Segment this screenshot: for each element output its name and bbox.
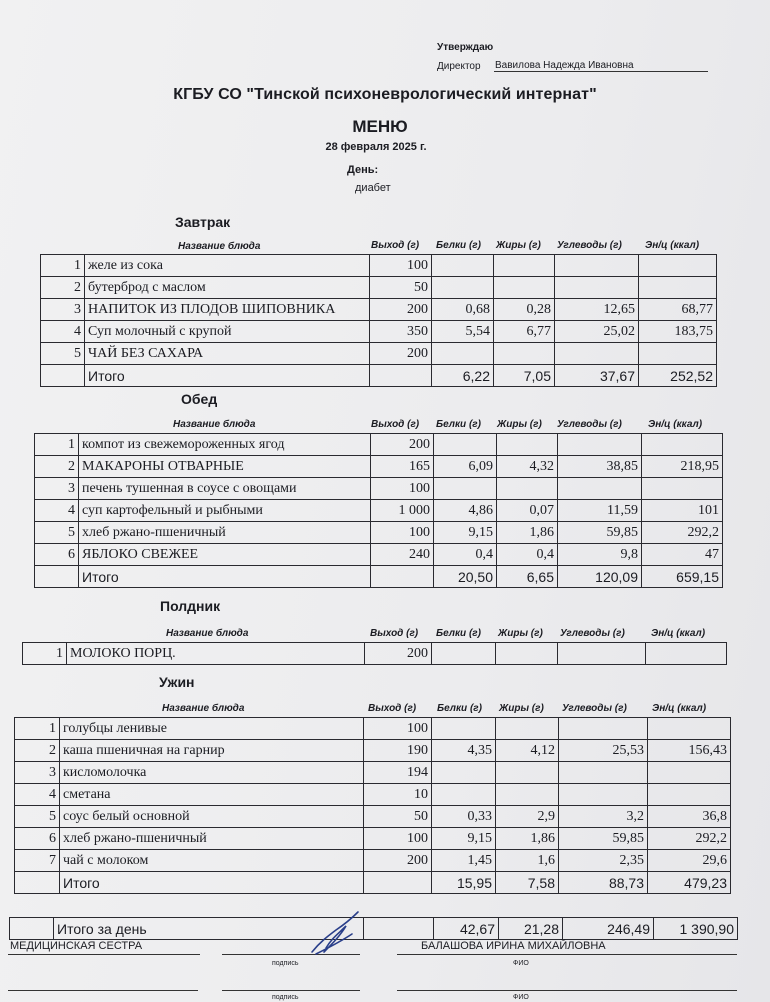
signature-caption: подпись	[272, 960, 299, 967]
dinner-title: Ужин	[159, 674, 195, 690]
row-number: 3	[35, 478, 79, 500]
dish-carbs: 11,59	[558, 500, 642, 522]
director-label: Директор	[437, 61, 481, 72]
dish-fat: 2,9	[496, 806, 559, 828]
header-carbs: Углеводы (г)	[560, 628, 625, 639]
day-label: День:	[347, 164, 379, 176]
dish-energy	[642, 478, 723, 500]
dish-energy: 218,95	[642, 456, 723, 478]
day-total-energy: 1 390,90	[654, 918, 738, 940]
table-row	[15, 806, 731, 828]
dish-yield: 350	[370, 321, 432, 343]
dish-fat	[494, 277, 555, 299]
row-number: 7	[15, 850, 60, 872]
day-total-label: Итого за день	[54, 918, 364, 940]
table-row	[41, 255, 717, 277]
dish-yield: 200	[370, 299, 432, 321]
dish-protein: 0,33	[432, 806, 496, 828]
header-yield: Выход (г)	[368, 703, 417, 714]
dish-energy: 29,6	[648, 850, 731, 872]
table-row	[35, 478, 723, 500]
row-number: 6	[35, 544, 79, 566]
dish-fat: 4,12	[496, 740, 559, 762]
dish-energy	[648, 718, 731, 740]
day-total-fat: 21,28	[499, 918, 563, 940]
dish-fat	[496, 643, 558, 665]
dish-energy: 156,43	[648, 740, 731, 762]
row-number: 4	[41, 321, 85, 343]
dish-carbs: 59,85	[559, 828, 648, 850]
second-name-line	[397, 990, 737, 991]
lunch-table	[34, 433, 723, 588]
nurse-label-line	[8, 954, 200, 955]
dish-protein: 9,15	[434, 522, 497, 544]
dish-name: чай с молоком	[60, 850, 364, 872]
row-number: 4	[15, 784, 60, 806]
dish-name: печень тушенная в соусе с овощами	[79, 478, 371, 500]
header-energy: Эн/ц (ккал)	[652, 703, 707, 714]
dish-energy	[648, 762, 731, 784]
dish-name: компот из свежемороженных ягод	[79, 434, 371, 456]
handwritten-signature	[306, 908, 368, 958]
dish-yield: 194	[364, 762, 432, 784]
dish-protein	[432, 784, 496, 806]
total-energy: 659,15	[642, 566, 723, 588]
dish-name: МОЛОКО ПОРЦ.	[67, 643, 365, 665]
table-row	[15, 784, 731, 806]
signature-caption: подпись	[272, 994, 299, 1001]
dish-energy: 292,2	[648, 828, 731, 850]
dish-energy: 292,2	[642, 522, 723, 544]
total-carbs: 37,67	[555, 365, 639, 387]
menu-title: МЕНЮ	[352, 117, 408, 136]
dish-energy	[639, 343, 717, 365]
header-protein: Белки (г)	[436, 240, 481, 251]
dish-name: сметана	[60, 784, 364, 806]
nurse-name: БАЛАШОВА ИРИНА МИХАЙЛОВНА	[421, 940, 606, 952]
dish-fat: 1,86	[496, 828, 559, 850]
dish-fat	[496, 718, 559, 740]
dish-protein	[434, 478, 497, 500]
dish-energy	[639, 277, 717, 299]
header-name: Название блюда	[162, 703, 245, 714]
dish-carbs: 25,53	[559, 740, 648, 762]
lunch-rows	[35, 434, 723, 588]
total-protein: 15,95	[432, 872, 496, 894]
dish-protein: 1,45	[432, 850, 496, 872]
dish-name: НАПИТОК ИЗ ПЛОДОВ ШИПОВНИКА	[85, 299, 370, 321]
total-carbs: 120,09	[558, 566, 642, 588]
dish-fat: 4,32	[497, 456, 558, 478]
dish-yield: 200	[370, 343, 432, 365]
dish-name: кисломолочка	[60, 762, 364, 784]
dish-protein: 0,68	[432, 299, 494, 321]
row-number: 2	[35, 456, 79, 478]
day-total-protein: 42,67	[434, 918, 499, 940]
dish-yield: 100	[370, 255, 432, 277]
dish-energy	[648, 784, 731, 806]
header-yield: Выход (г)	[371, 419, 420, 430]
dish-yield: 100	[364, 828, 432, 850]
header-fat: Жиры (г)	[497, 419, 542, 430]
dish-yield: 1 000	[371, 500, 434, 522]
dish-yield: 190	[364, 740, 432, 762]
dish-name: каша пшеничная на гарнир	[60, 740, 364, 762]
dish-protein	[432, 643, 496, 665]
dish-protein	[432, 343, 494, 365]
table-row	[23, 643, 727, 665]
total-fat: 7,05	[494, 365, 555, 387]
dish-protein	[432, 255, 494, 277]
diet-type: диабет	[355, 182, 391, 194]
table-row	[41, 299, 717, 321]
dish-fat	[496, 762, 559, 784]
dish-energy: 183,75	[639, 321, 717, 343]
dish-energy	[639, 255, 717, 277]
row-number: 5	[41, 343, 85, 365]
total-label: Итого	[79, 566, 371, 588]
dish-yield: 200	[365, 643, 432, 665]
dish-carbs: 25,02	[555, 321, 639, 343]
table-row	[35, 456, 723, 478]
dish-yield: 240	[371, 544, 434, 566]
dish-carbs	[555, 343, 639, 365]
table-row	[35, 500, 723, 522]
dish-name: хлеб ржано-пшеничный	[60, 828, 364, 850]
dish-yield: 100	[371, 522, 434, 544]
row-number: 1	[23, 643, 67, 665]
total-row	[41, 365, 717, 387]
row-number: 1	[15, 718, 60, 740]
row-number: 5	[15, 806, 60, 828]
snack-rows	[23, 643, 727, 665]
second-signature-line	[222, 990, 360, 991]
dish-carbs	[559, 784, 648, 806]
table-row	[15, 828, 731, 850]
header-carbs: Углеводы (г)	[562, 703, 627, 714]
dish-carbs: 38,85	[558, 456, 642, 478]
header-carbs: Углеводы (г)	[557, 419, 622, 430]
breakfast-rows	[41, 255, 717, 387]
dish-protein: 4,35	[432, 740, 496, 762]
total-row	[15, 872, 731, 894]
fio-caption: ФИО	[513, 960, 529, 967]
total-energy: 479,23	[648, 872, 731, 894]
dish-fat	[494, 343, 555, 365]
header-energy: Эн/ц (ккал)	[648, 419, 703, 430]
nurse-label: МЕДИЦИНСКАЯ СЕСТРА	[10, 940, 143, 952]
breakfast-table	[40, 254, 717, 387]
header-fat: Жиры (г)	[499, 703, 544, 714]
dish-carbs: 59,85	[558, 522, 642, 544]
breakfast-title: Завтрак	[175, 214, 231, 230]
dish-name: Суп молочный с крупой	[85, 321, 370, 343]
lunch-title: Обед	[181, 391, 218, 407]
second-label-line	[8, 990, 198, 991]
dish-carbs	[559, 718, 648, 740]
dish-yield: 100	[364, 718, 432, 740]
table-row	[35, 434, 723, 456]
total-carbs: 88,73	[559, 872, 648, 894]
header-energy: Эн/ц (ккал)	[645, 240, 700, 251]
dish-name: суп картофельный и рыбными	[79, 500, 371, 522]
dish-carbs	[558, 643, 646, 665]
table-row	[15, 718, 731, 740]
total-fat: 7,58	[496, 872, 559, 894]
day-total-table	[9, 917, 738, 940]
table-row	[15, 762, 731, 784]
header-fat: Жиры (г)	[496, 240, 541, 251]
dish-carbs	[558, 434, 642, 456]
dish-yield: 100	[371, 478, 434, 500]
dish-carbs: 9,8	[558, 544, 642, 566]
dish-energy: 101	[642, 500, 723, 522]
dish-protein: 0,4	[434, 544, 497, 566]
total-row	[35, 566, 723, 588]
header-yield: Выход (г)	[370, 628, 419, 639]
table-row	[35, 522, 723, 544]
row-number: 6	[15, 828, 60, 850]
table-row	[35, 544, 723, 566]
row-number: 5	[35, 522, 79, 544]
total-protein: 6,22	[432, 365, 494, 387]
dish-fat: 0,4	[497, 544, 558, 566]
dish-fat: 0,28	[494, 299, 555, 321]
dish-fat: 1,6	[496, 850, 559, 872]
dish-yield: 200	[371, 434, 434, 456]
dish-yield: 50	[364, 806, 432, 828]
dish-protein: 6,09	[434, 456, 497, 478]
table-row	[15, 850, 731, 872]
header-energy: Эн/ц (ккал)	[651, 628, 706, 639]
dish-carbs	[559, 762, 648, 784]
snack-table	[22, 642, 727, 665]
fio-caption: ФИО	[513, 994, 529, 1001]
dish-fat	[494, 255, 555, 277]
dish-energy	[642, 434, 723, 456]
table-row	[41, 321, 717, 343]
nurse-name-line	[397, 954, 737, 955]
dinner-rows	[15, 718, 731, 894]
dish-fat	[497, 434, 558, 456]
dish-protein: 9,15	[432, 828, 496, 850]
dish-protein	[432, 277, 494, 299]
dish-name: желе из сока	[85, 255, 370, 277]
dish-name: МАКАРОНЫ ОТВАРНЫЕ	[79, 456, 371, 478]
dish-protein	[432, 762, 496, 784]
row-number: 4	[35, 500, 79, 522]
header-name: Название блюда	[178, 241, 261, 252]
dish-protein: 5,54	[432, 321, 494, 343]
director-name: Вавилова Надежда Ивановна	[494, 60, 708, 72]
dish-name: ЧАЙ БЕЗ САХАРА	[85, 343, 370, 365]
header-protein: Белки (г)	[437, 703, 482, 714]
dish-carbs: 12,65	[555, 299, 639, 321]
header-name: Название блюда	[166, 628, 249, 639]
dish-fat	[497, 478, 558, 500]
dish-fat: 1,86	[497, 522, 558, 544]
dish-name: бутерброд с маслом	[85, 277, 370, 299]
dish-protein: 4,86	[434, 500, 497, 522]
dish-protein	[432, 718, 496, 740]
snack-title: Полдник	[160, 598, 221, 614]
header-protein: Белки (г)	[436, 628, 481, 639]
row-number: 3	[41, 299, 85, 321]
table-row	[41, 343, 717, 365]
dish-energy: 47	[642, 544, 723, 566]
dish-energy: 68,77	[639, 299, 717, 321]
day-total-carbs: 246,49	[563, 918, 654, 940]
table-row	[41, 277, 717, 299]
total-protein: 20,50	[434, 566, 497, 588]
dish-yield: 10	[364, 784, 432, 806]
row-number: 1	[41, 255, 85, 277]
dish-carbs	[555, 255, 639, 277]
header-yield: Выход (г)	[371, 240, 420, 251]
dish-carbs	[555, 277, 639, 299]
dish-carbs: 2,35	[559, 850, 648, 872]
dish-carbs: 3,2	[559, 806, 648, 828]
dish-yield: 165	[371, 456, 434, 478]
row-number: 2	[41, 277, 85, 299]
total-energy: 252,52	[639, 365, 717, 387]
table-row	[15, 740, 731, 762]
dish-yield: 50	[370, 277, 432, 299]
dish-name: голубцы ленивые	[60, 718, 364, 740]
dish-energy: 36,8	[648, 806, 731, 828]
dish-name: соус белый основной	[60, 806, 364, 828]
header-protein: Белки (г)	[436, 419, 481, 430]
total-label: Итого	[85, 365, 370, 387]
dish-fat: 6,77	[494, 321, 555, 343]
row-number: 2	[15, 740, 60, 762]
total-label: Итого	[60, 872, 364, 894]
dish-name: ЯБЛОКО СВЕЖЕЕ	[79, 544, 371, 566]
dish-energy	[646, 643, 727, 665]
header-carbs: Углеводы (г)	[557, 240, 622, 251]
menu-date: 28 февраля 2025 г.	[325, 141, 427, 153]
header-name: Название блюда	[173, 419, 256, 430]
row-number: 1	[35, 434, 79, 456]
organization-name: КГБУ СО "Тинской психоневрологический интернат"	[173, 86, 597, 103]
dish-protein	[434, 434, 497, 456]
dish-fat: 0,07	[497, 500, 558, 522]
total-fat: 6,65	[497, 566, 558, 588]
dish-fat	[496, 784, 559, 806]
dish-carbs	[558, 478, 642, 500]
dish-yield: 200	[364, 850, 432, 872]
row-number: 3	[15, 762, 60, 784]
header-fat: Жиры (г)	[498, 628, 543, 639]
approval-title: Утверждаю	[437, 42, 494, 53]
dish-name: хлеб ржано-пшеничный	[79, 522, 371, 544]
dinner-table	[14, 717, 731, 894]
day-total-row	[10, 918, 738, 940]
